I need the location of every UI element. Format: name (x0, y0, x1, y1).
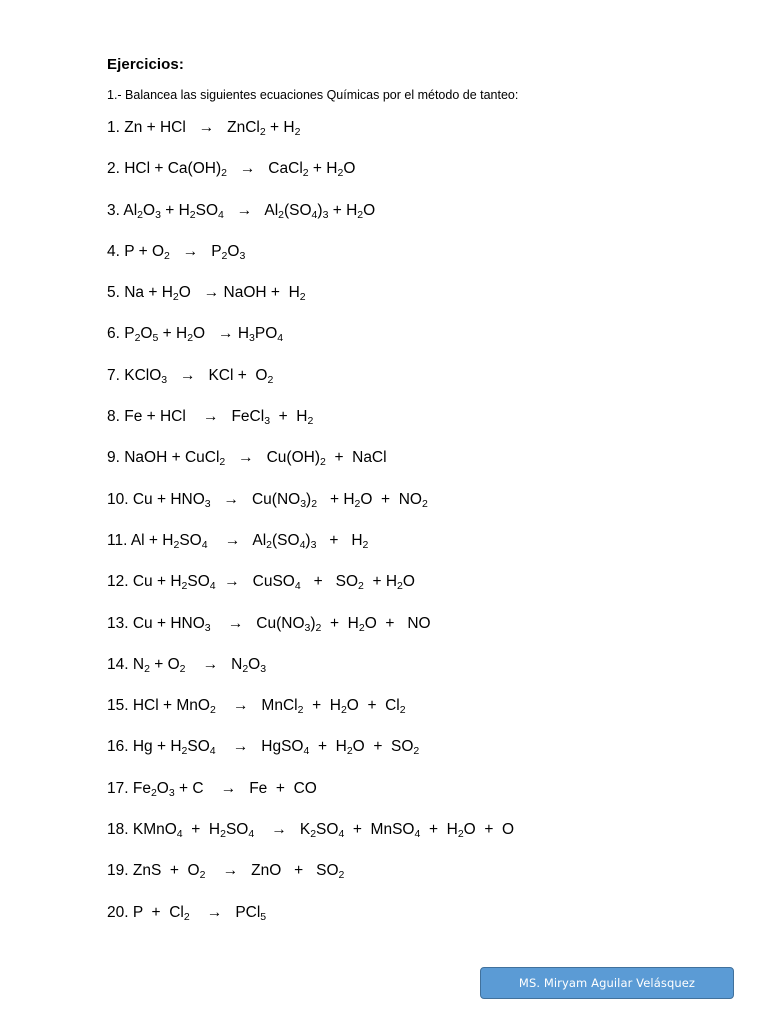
equation-text: 19. ZnS + O (107, 862, 200, 880)
subscript: 2 (179, 662, 186, 675)
equation-text: → MnCl (215, 697, 298, 715)
equation-text: → ZnO + SO (205, 862, 339, 880)
subscript: 2 (297, 704, 304, 717)
subscript: 3 (239, 249, 246, 262)
equation-text: → CuSO (215, 573, 295, 591)
author-badge (480, 967, 734, 999)
equation-text: → P (169, 242, 222, 260)
subscript: 2 (134, 332, 141, 345)
equation-item (107, 695, 514, 736)
subscript: 2 (357, 208, 364, 221)
subscript: 4 (303, 745, 310, 758)
equation-text: + H (158, 325, 188, 343)
subscript: 2 (267, 373, 274, 386)
equation-text: → N (185, 655, 243, 673)
subscript: 2 (346, 745, 353, 758)
subscript: 2 (221, 249, 228, 262)
equation-text: → Al (223, 201, 279, 219)
equation-item (107, 406, 514, 447)
equation-text: + NaCl (325, 449, 387, 467)
equation-item (107, 654, 514, 695)
subscript: 3 (155, 208, 161, 221)
subscript: 2 (315, 621, 322, 634)
subscript: 2 (144, 662, 150, 675)
subscript: 2 (189, 208, 196, 221)
equation-text: O → NaOH + H (178, 284, 300, 302)
subscript: 3 (300, 497, 307, 510)
equation-text: → KCl + O (167, 366, 268, 384)
equation-item (107, 860, 514, 901)
equation-text: ) (310, 614, 316, 632)
equation-list (107, 117, 514, 943)
equation-text: + H (316, 531, 363, 549)
equation-text: 14. N (107, 655, 145, 673)
subscript: 2 (294, 126, 301, 138)
subscript: 4 (299, 538, 306, 551)
subscript: 2 (172, 291, 179, 304)
subscript: 4 (311, 208, 318, 221)
subscript: 2 (181, 745, 188, 758)
subscript: 2 (358, 580, 364, 593)
equation-text: + H (182, 821, 221, 839)
subscript: 2 (358, 621, 365, 634)
subscript: 3 (260, 662, 267, 675)
subscript: 2 (150, 786, 157, 799)
subscript: 4 (414, 828, 421, 841)
equation-item (107, 736, 514, 777)
subscript: 2 (320, 456, 326, 469)
equation-text: SO (316, 821, 339, 839)
subscript: 2 (173, 538, 180, 551)
equation-text: ) (305, 531, 311, 549)
subscript: 2 (302, 167, 309, 180)
instruction-text: 1.- Balancea las siguientes ecuaciones Químicas por el método de tanteo: (107, 88, 519, 102)
equation-text: 8. Fe + HCl → FeCl (107, 408, 265, 426)
equation-text: O + NO (364, 614, 431, 632)
subscript: 2 (221, 167, 227, 180)
subscript: 4 (277, 332, 284, 345)
equation-item (107, 778, 514, 819)
equation-text: + H (317, 490, 355, 508)
subscript: 3 (322, 208, 329, 221)
subscript: 2 (209, 704, 216, 717)
equation-text: → HgSO (215, 738, 304, 756)
subscript: 2 (259, 126, 266, 138)
equation-text: + H (308, 160, 338, 178)
equation-text: → K (254, 821, 311, 839)
equation-item (107, 158, 514, 199)
equation-text: ) (306, 490, 312, 508)
equation-text: O (343, 160, 356, 178)
equation-text: SO (179, 531, 202, 549)
equation-text: + H (321, 614, 359, 632)
subscript: 4 (201, 538, 208, 551)
equation-text: O (227, 242, 240, 260)
subscript: 2 (397, 580, 403, 593)
subscript: 4 (248, 828, 255, 841)
equation-text: → CaCl (226, 160, 303, 178)
subscript: 2 (266, 538, 273, 551)
equation-text: 11. Al + H (107, 531, 174, 549)
equation-text: 20. P + Cl (107, 903, 184, 921)
equation-text: O (156, 779, 169, 797)
equation-text: + H (363, 573, 398, 591)
equation-text: + O (149, 655, 180, 673)
subscript: 3 (310, 538, 317, 551)
equation-text: → Cu(NO (210, 490, 301, 508)
subscript: 2 (220, 828, 226, 841)
subscript: 5 (152, 332, 159, 345)
equation-text: 13. Cu + HNO (107, 614, 205, 632)
equation-item (107, 323, 514, 364)
equation-text: PO (254, 325, 278, 343)
equation-item (107, 200, 514, 241)
equation-text: 7. KClO (107, 366, 162, 384)
subscript: 2 (278, 208, 284, 221)
subscript: 2 (307, 415, 314, 428)
equation-text: → Al (207, 531, 267, 549)
equation-text: SO (225, 821, 249, 839)
equation-item (107, 241, 514, 282)
subscript: 2 (421, 497, 428, 510)
equation-text: (SO (283, 201, 312, 219)
equation-item (107, 571, 514, 612)
equation-item (107, 447, 514, 488)
equation-text: SO (195, 201, 219, 219)
equation-text: O + O (463, 821, 515, 839)
equation-item (107, 489, 514, 530)
subscript: 2 (340, 704, 347, 717)
subscript: 4 (338, 828, 345, 841)
equation-item (107, 902, 514, 943)
subscript: 2 (311, 497, 318, 510)
subscript: 2 (164, 249, 170, 262)
equation-text: + H (303, 697, 341, 715)
equation-text: (SO (272, 531, 300, 549)
subscript: 2 (310, 828, 317, 841)
equation-item (107, 117, 514, 158)
equation-text: SO (187, 573, 210, 591)
subscript: 3 (249, 332, 255, 345)
subscript: 3 (168, 786, 175, 799)
subscript: 4 (294, 580, 301, 593)
equation-text: + H (270, 408, 308, 426)
subscript: 4 (209, 745, 216, 758)
equation-text: O (363, 201, 376, 219)
equation-text: 3. Al (107, 201, 138, 219)
subscript: 5 (260, 910, 267, 923)
author-name: MS. Miryam Aguilar Velásquez (518, 976, 696, 990)
equation-text: + H (328, 201, 358, 219)
equation-text: + MnSO (344, 821, 415, 839)
equation-text: → Cu(NO (210, 614, 305, 632)
equation-text: 1. Zn + HCl → ZnCl (107, 119, 260, 136)
equation-text: O + SO (352, 738, 414, 756)
subscript: 2 (137, 208, 144, 221)
equation-item (107, 530, 514, 571)
subscript: 4 (176, 828, 183, 841)
equation-text: O + NO (360, 490, 422, 508)
equation-text: 17. Fe (107, 779, 151, 797)
equation-text: + H (420, 821, 458, 839)
exercises-heading: Ejercicios: (107, 56, 184, 73)
equation-text: + C → Fe + CO (174, 779, 317, 797)
equation-item (107, 282, 514, 323)
subscript: 2 (338, 869, 345, 882)
subscript: 3 (204, 497, 211, 510)
equation-text: 5. Na + H (107, 284, 173, 302)
subscript: 2 (337, 167, 344, 180)
equation-text: O → H (193, 325, 250, 343)
subscript: 2 (199, 869, 206, 882)
equation-text: O (248, 655, 261, 673)
equation-text: + SO (300, 573, 359, 591)
equation-text: + H (265, 119, 295, 136)
subscript: 2 (399, 704, 406, 717)
equation-text: SO (187, 738, 210, 756)
subscript: 2 (299, 291, 306, 304)
subscript: 3 (161, 373, 168, 386)
equation-text: + H (309, 738, 347, 756)
equation-text: 12. Cu + H (107, 573, 182, 591)
equation-text: O (402, 573, 415, 591)
equation-item (107, 613, 514, 654)
equation-text: O (143, 201, 156, 219)
equation-text: + H (160, 201, 190, 219)
equation-text: → PCl (189, 903, 261, 921)
equation-text: 6. P (107, 325, 135, 343)
equation-item (107, 819, 514, 860)
equation-text: 4. P + O (107, 242, 165, 260)
subscript: 3 (204, 621, 211, 634)
equation-text: O (140, 325, 153, 343)
equation-text: O + Cl (346, 697, 400, 715)
equation-text: ) (317, 201, 323, 219)
subscript: 4 (218, 208, 224, 221)
equation-text: 9. NaOH + CuCl (107, 449, 220, 467)
subscript: 2 (457, 828, 464, 841)
equation-item (107, 365, 514, 406)
subscript: 2 (354, 497, 361, 510)
equation-text: 2. HCl + Ca(OH) (107, 160, 222, 178)
equation-text: 18. KMnO (107, 821, 177, 839)
subscript: 2 (181, 580, 188, 593)
subscript: 2 (219, 456, 226, 469)
subscript: 3 (264, 415, 271, 428)
equation-text: 15. HCl + MnO (107, 697, 210, 715)
subscript: 2 (183, 910, 190, 923)
subscript: 2 (187, 332, 194, 345)
subscript: 4 (209, 580, 216, 593)
equation-text: 16. Hg + H (107, 738, 182, 756)
equation-text: 10. Cu + HNO (107, 490, 205, 508)
subscript: 2 (362, 538, 369, 551)
equation-text: → Cu(OH) (225, 449, 320, 467)
subscript: 2 (413, 745, 420, 758)
subscript: 2 (242, 662, 249, 675)
subscript: 3 (304, 621, 311, 634)
